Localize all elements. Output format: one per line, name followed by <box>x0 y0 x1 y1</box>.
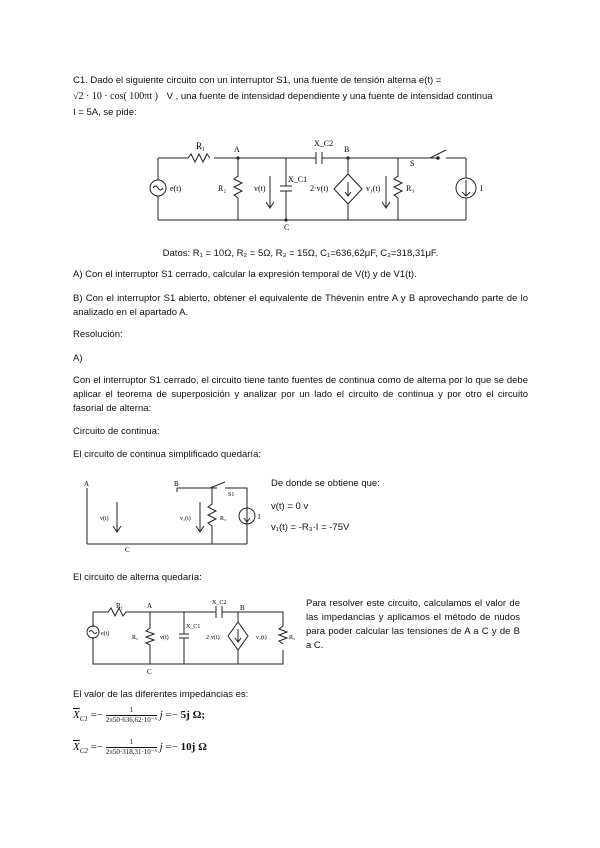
label-b: B <box>240 604 245 612</box>
resistor-r2 <box>146 612 154 664</box>
resistor-r2 <box>234 158 242 220</box>
label-xc1: X_C1 <box>186 624 201 630</box>
imp-fraction <box>106 738 157 757</box>
part-a-heading: A) <box>73 353 83 364</box>
ac-explanation: Para resolver este circuito, calculamos el valor de las impedancias y aplicamos el método de nudos para poder calcular las tensiones de A a C y de B a C. <box>306 598 520 651</box>
impedance-xc1: $\overline{X}_{C1}$ =− $\frac{1}{\text{2π50·636,62·10⁻⁶}}$ j =− 5j Ω; <box>73 706 206 724</box>
wire <box>244 510 250 522</box>
node-c <box>284 218 287 221</box>
imp-sub: C1 <box>79 715 88 724</box>
label-v1: v₁(t) <box>256 635 267 641</box>
wire <box>345 182 351 196</box>
imp-result: 5j Ω; <box>180 709 206 722</box>
label-r1: R₁ <box>196 141 206 151</box>
dc-heading: Circuito de continua: <box>73 426 160 437</box>
label-xc2: X_C2 <box>314 139 334 148</box>
resistor-r3 <box>279 626 287 644</box>
node-b <box>346 156 349 159</box>
dc-result-v1: v₁(t) = -R₃·I = -75V <box>271 522 350 533</box>
label-xc2: X_C2 <box>212 600 227 606</box>
label-b: B <box>344 145 350 154</box>
label-c: C <box>147 668 152 676</box>
label-r2: R₂ <box>218 184 227 193</box>
dc-subheading: El circuito de continua simplificado quedaría: <box>73 449 261 460</box>
label-v: v(t) <box>254 184 266 193</box>
imp-symbol: $\overline{X}$ <box>73 741 80 754</box>
wire <box>89 631 97 634</box>
intro-line3: I = 5A, se pide: <box>73 107 137 118</box>
label-i: I <box>258 513 261 521</box>
label-c: C <box>284 223 290 232</box>
label-c: C <box>125 546 130 554</box>
capacitor-xc1 <box>179 612 189 664</box>
resistor-r3 <box>394 158 402 220</box>
label-a: A <box>147 602 153 610</box>
label-s: S <box>410 159 415 168</box>
label-r3: R₃ <box>289 635 296 641</box>
imp-sub: C2 <box>79 747 88 756</box>
source-unit: V <box>166 91 173 102</box>
resistor-r3 <box>208 488 216 544</box>
v-arrow <box>266 176 274 208</box>
dc-result-intro: De donde se obtiene que: <box>271 478 380 489</box>
imp-fraction <box>106 706 157 725</box>
label-v: v(t) <box>160 635 169 641</box>
wire <box>235 629 241 642</box>
label-r3: R₃ <box>406 184 415 193</box>
label-b: B <box>174 480 179 488</box>
label-e: e(t) <box>170 184 182 193</box>
capacitor-xc1 <box>280 158 292 220</box>
label-i: I <box>480 184 483 193</box>
dc-circuit-diagram <box>82 482 262 552</box>
resolution-paragraph: Con el interruptor S1 cerrado, el circuito tiene tanto fuentes de continua como de alterna por lo que se debe aplicar el teorema de superposición y analizar por un lado el circuito de continua y por otro el circuito fasorial de alterna: <box>73 375 528 414</box>
data-line: Datos: R₁ = 10Ω, R₂ = 5Ω, R₃ = 15Ω, C₁=636,62μF, C₂=318,31μF. <box>162 248 439 259</box>
capacitor-xc2 <box>316 152 322 164</box>
node-a <box>236 156 239 159</box>
label-v1: v₁(t) <box>366 184 381 193</box>
label-dep: 2·v(t) <box>206 635 220 641</box>
label-e: e(t) <box>101 631 110 637</box>
imp-den: 2π50·318,31·10⁻⁶ <box>105 748 157 756</box>
label-s1: S1 <box>228 492 235 498</box>
resistor-r1 <box>188 154 210 162</box>
label-a: A <box>84 480 90 488</box>
question-a: A) Con el interruptor S1 cerrado, calcular la expresión temporal de V(t) y de V1(t). <box>73 269 417 280</box>
imp-den: 2π50·636,62·10⁻⁶ <box>105 716 157 724</box>
question-b: B) Con el interruptor S1 abierto, obtener el equivalente de Thévenin entre A y B aprovechando parte de lo analizado en el apartado A. <box>73 293 528 318</box>
label-xc1: X_C1 <box>288 175 308 184</box>
intro-line2-rest: , una fuente de intensidad dependiente y una fuente de intensidad continua <box>175 91 493 102</box>
main-circuit-diagram <box>148 138 488 232</box>
imp-num: 1 <box>106 738 157 748</box>
label-r2: R₂ <box>132 635 139 641</box>
label-dep: 2·v(t) <box>310 184 329 193</box>
label-r1: R₁ <box>116 602 124 610</box>
imp-symbol: $\overline{X}$ <box>73 709 80 722</box>
label-a: A <box>234 145 240 154</box>
switch-contact <box>436 156 440 160</box>
dc-result-v: v(t) = 0 v <box>271 501 309 512</box>
ac-subheading: El circuito de alterna quedaría: <box>73 572 202 583</box>
wire <box>153 186 163 190</box>
wire <box>93 608 283 664</box>
imp-num: 1 <box>106 706 157 716</box>
v1-arrow <box>196 502 204 532</box>
label-r3: R₃ <box>220 516 227 522</box>
source-formula: √2 · 10 · cos( 100πt ) <box>73 91 158 102</box>
label-v: v(t) <box>100 516 109 522</box>
label-v1: v₁(t) <box>180 516 191 522</box>
resolution-heading: Resolución: <box>73 329 123 340</box>
v-arrow <box>113 502 121 532</box>
intro-line2 <box>73 90 528 104</box>
top-wire <box>214 150 446 158</box>
impedance-heading: El valor de las diferentes impedancias es: <box>73 689 249 700</box>
capacitor-xc2 <box>216 606 222 618</box>
wire <box>462 180 470 196</box>
impedance-xc2: $\overline{X}_{C2}$ =− $\frac{1}{\text{2π50·318,31·10⁻⁶}}$ j =− 10j Ω <box>73 738 207 756</box>
v1-arrow <box>382 176 390 208</box>
imp-result: 10j Ω <box>180 741 207 754</box>
ac-circuit-diagram <box>88 600 298 676</box>
intro-line1: C1. Dado el siguiente circuito con un interruptor S1, una fuente de tensión alterna e(t) = <box>73 75 442 86</box>
